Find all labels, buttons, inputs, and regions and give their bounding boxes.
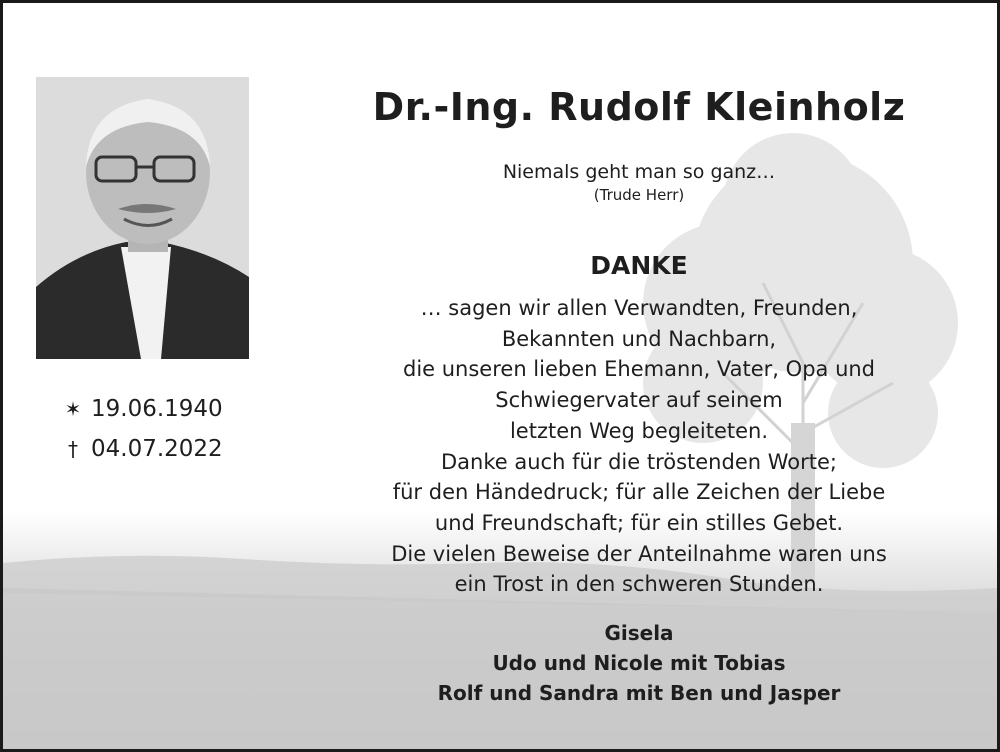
signature-line: Gisela	[604, 621, 674, 646]
birth-row	[61, 389, 223, 429]
signature-line: Udo und Nicole mit Tobias	[492, 651, 786, 676]
body-line: für den Händedruck; für alle Zeichen der Liebe	[392, 480, 886, 505]
main-text	[339, 77, 939, 708]
body-line: ein Trost in den schweren Stunden.	[454, 572, 824, 597]
death-row	[61, 429, 223, 469]
quote-text: Niemals geht man so ganz…	[502, 161, 776, 183]
body-line: die unseren lieben Ehemann, Vater, Opa und	[402, 357, 876, 382]
cross-icon: †	[68, 437, 78, 461]
danke-heading: DANKE	[590, 251, 688, 280]
body-line: Bekannten und Nachbarn,	[501, 326, 777, 351]
signatures	[339, 618, 939, 708]
body-line: letzten Weg begleiteten.	[509, 418, 769, 443]
body-line: Schwiegervater auf seinem	[495, 388, 783, 413]
deceased-name: Dr.-Ing. Rudolf Kleinholz	[372, 85, 906, 129]
body-line: und Freundschaft; für ein stilles Gebet.	[434, 510, 844, 535]
portrait-photo	[36, 77, 249, 359]
thanks-body	[339, 293, 939, 600]
body-line: Danke auch für die tröstenden Worte;	[441, 449, 837, 474]
body-line: … sagen wir allen Verwandten, Freunden,	[420, 296, 858, 320]
body-line: Die vielen Beweise der Anteilnahme waren uns	[391, 541, 887, 566]
star-icon: ✶	[64, 397, 82, 421]
signature-line: Rolf und Sandra mit Ben und Jasper	[437, 681, 841, 706]
death-date: 04.07.2022	[91, 436, 223, 462]
life-dates	[61, 389, 223, 469]
birth-date: 19.06.1940	[91, 396, 223, 422]
quote-source: (Trude Herr)	[593, 186, 685, 204]
